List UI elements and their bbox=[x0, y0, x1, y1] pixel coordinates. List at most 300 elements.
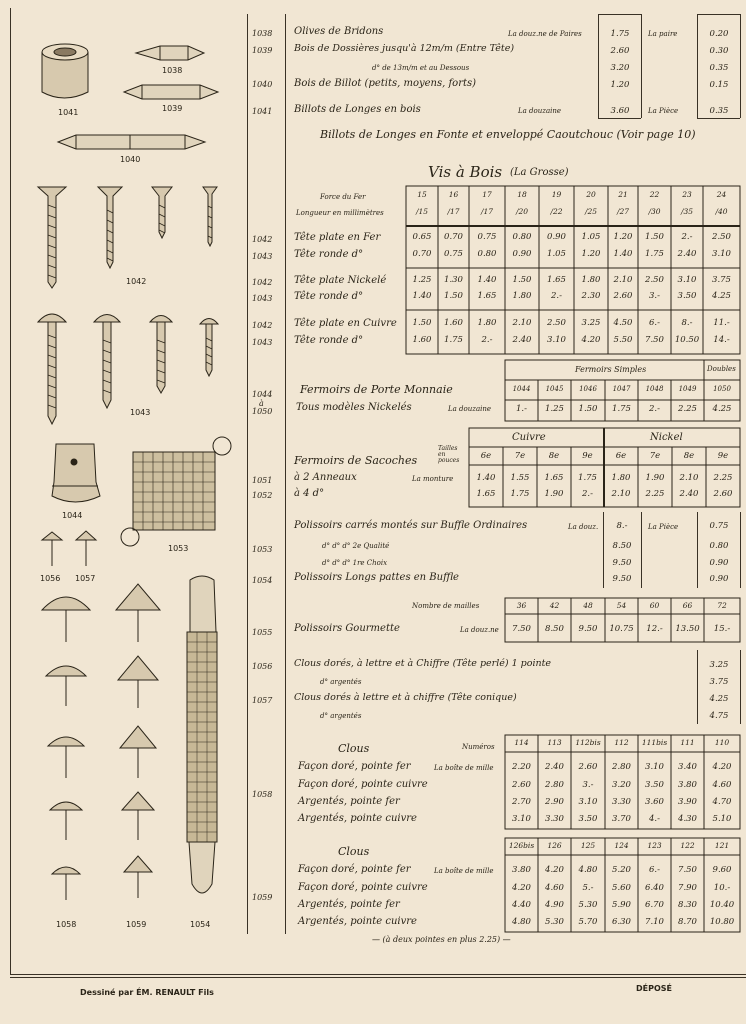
vis-length-cell: /20 bbox=[515, 207, 529, 216]
vis-price-cell: 2.- bbox=[551, 291, 562, 301]
fermoirs-model-cell: 1047 bbox=[612, 385, 631, 393]
vis-price-cell: 10.50 bbox=[674, 335, 700, 345]
sacoches-price-cell: 1.75 bbox=[578, 473, 597, 483]
clous2-price-cell: 5.20 bbox=[612, 865, 631, 875]
vis-price-cell: 4.25 bbox=[712, 291, 731, 301]
sacoches-cuivre: Cuivre bbox=[512, 432, 546, 443]
clous1-price-cell: 3.10 bbox=[578, 797, 598, 807]
sacoches-price-cell: 1.40 bbox=[476, 473, 496, 483]
clous1-row3-label: Argentés, pointe fer bbox=[298, 796, 400, 807]
fermoirs-price-cell: 1.25 bbox=[545, 404, 564, 414]
clous2-price-cell: 4.40 bbox=[512, 900, 531, 910]
clous2-price-cell: 6.- bbox=[649, 865, 660, 875]
vis-length-cell: /22 bbox=[550, 207, 563, 216]
clous2-row1-label: Façon doré, pointe fer bbox=[298, 864, 411, 875]
clous1-price-cell: 3.20 bbox=[612, 780, 631, 790]
ref-1055: 1055 bbox=[252, 628, 273, 637]
fermoirs-label: Fermoirs de Porte Monnaie bbox=[300, 383, 453, 396]
caption-1043: 1043 bbox=[130, 408, 151, 417]
clous2-price-cell: 4.90 bbox=[545, 900, 564, 910]
clous2-price-cell: 4.20 bbox=[545, 865, 564, 875]
caption-1058: 1058 bbox=[56, 920, 77, 929]
s1-row2-a: 2.60 bbox=[610, 46, 630, 56]
gourmette-mailles-cell: 72 bbox=[717, 601, 727, 610]
sacoches-size-cell: 8e bbox=[548, 451, 560, 461]
gourmette-unit: La douz.ne bbox=[460, 626, 499, 634]
ref-1053: 1053 bbox=[252, 545, 273, 554]
clous2-number-cell: 125 bbox=[580, 841, 596, 850]
vis-price-cell: 2.- bbox=[481, 335, 493, 345]
fermoirs-model-cell: 1046 bbox=[579, 385, 597, 393]
gourmette-price-cell: 7.50 bbox=[512, 624, 531, 634]
sacoches-label: Fermoirs de Sacoches bbox=[294, 454, 418, 467]
vis-price-cell: 0.80 bbox=[512, 232, 532, 242]
clous1-price-cell: 3.30 bbox=[545, 814, 564, 824]
fermoirs-model-cell: 1045 bbox=[545, 385, 564, 393]
vis-force-cell: 18 bbox=[517, 190, 527, 199]
vis-price-cell: 1.40 bbox=[412, 291, 432, 301]
vis-price-cell: 6.- bbox=[649, 318, 660, 328]
gourmette-mailles-cell: 42 bbox=[549, 601, 560, 610]
footer-designer: Dessiné par ÉM. RENAULT Fils bbox=[80, 988, 214, 997]
clous1-price-cell: 2.70 bbox=[512, 797, 531, 807]
gourmette-price-cell: 15.- bbox=[713, 624, 731, 634]
vis-price-cell: 1.75 bbox=[645, 249, 664, 259]
vis-price-cell: 2.30 bbox=[581, 291, 601, 301]
clous1-price-cell: 3.30 bbox=[612, 797, 631, 807]
vis-force-cell: 19 bbox=[551, 190, 562, 199]
gourmette-label: Polissoirs Gourmette bbox=[294, 623, 400, 634]
clous1-price-cell: 3.70 bbox=[612, 814, 631, 824]
sacoches-price-cell: 1.90 bbox=[645, 473, 665, 483]
vis-price-cell: 2.10 bbox=[512, 318, 532, 328]
sacoches-price-cell: 2.- bbox=[582, 489, 593, 499]
clous1-price-cell: 4.20 bbox=[712, 762, 732, 772]
clous1-price-cell: 3.- bbox=[582, 780, 594, 790]
clous1-price-cell: 2.20 bbox=[512, 762, 531, 772]
vis-price-cell: 5.50 bbox=[613, 335, 633, 345]
s1-unit-left: La douz.ne de Paires bbox=[508, 30, 582, 38]
vis-price-cell: 0.65 bbox=[412, 232, 432, 242]
ref-1043-a: 1043 bbox=[252, 252, 273, 261]
clous2-number-cell: 126 bbox=[547, 841, 562, 850]
vis-force-cell: 22 bbox=[649, 190, 660, 199]
vis-length-cell: /17 bbox=[480, 207, 494, 216]
caption-1041: 1041 bbox=[58, 108, 79, 117]
vis-price-cell: 2.40 bbox=[512, 335, 532, 345]
clous2-price-cell: 7.90 bbox=[678, 883, 697, 893]
vis-price-cell: 3.10 bbox=[712, 249, 731, 259]
clous2-row2-label: Façon doré, pointe cuivre bbox=[298, 882, 428, 893]
clous2-row4-label: Argentés, pointe cuivre bbox=[298, 916, 417, 927]
s1-row3-label: d° de 13m/m et au Dessous bbox=[372, 64, 470, 72]
clous1-price-cell: 4.60 bbox=[712, 780, 732, 790]
s1-row5-label: Billots de Longes en bois bbox=[294, 104, 421, 115]
vis-row6-label: Tête ronde d° bbox=[294, 335, 364, 346]
fermoirs-price-cell: 2.25 bbox=[678, 404, 697, 414]
clous1-price-cell: 2.90 bbox=[545, 797, 564, 807]
vis-price-cell: 3.10 bbox=[547, 335, 566, 345]
vis-price-cell: 2.- bbox=[681, 232, 693, 242]
gourmette-mailles-cell: 60 bbox=[649, 601, 660, 610]
fermoirs-group2: Doubles bbox=[707, 365, 736, 373]
pol-row2-label: d° d° d° 2e Qualité bbox=[322, 542, 390, 550]
vis-price-cell: 0.90 bbox=[547, 232, 566, 242]
vis-title: Vis à Bois bbox=[428, 163, 503, 181]
gourmette-mailles-cell: 48 bbox=[583, 601, 593, 610]
clous2-price-cell: 5.30 bbox=[578, 900, 598, 910]
ref-a: à bbox=[259, 399, 264, 408]
vis-price-cell: 1.30 bbox=[444, 275, 463, 285]
clous2-price-cell: 10.40 bbox=[709, 900, 735, 910]
caption-1057: 1057 bbox=[75, 574, 96, 583]
vis-price-cell: 1.65 bbox=[547, 275, 566, 285]
fermoirs-model-cell: 1050 bbox=[713, 385, 731, 393]
ref-1054: 1054 bbox=[252, 576, 273, 585]
clous2-price-cell: 10.80 bbox=[709, 917, 735, 927]
sacoches-price-cell: 2.40 bbox=[679, 489, 699, 499]
caption-1039: 1039 bbox=[162, 104, 183, 113]
ref-1058: 1058 bbox=[252, 790, 273, 799]
gourmette-mailles-cell: 36 bbox=[516, 601, 527, 610]
vis-price-cell: 0.90 bbox=[512, 249, 532, 259]
s1-row2-label: Bois de Dossières jusqu'à 12m/m (Entre Tête) bbox=[294, 43, 515, 54]
vis-price-cell: 2.50 bbox=[712, 232, 731, 242]
vis-price-cell: 1.50 bbox=[645, 232, 664, 242]
pol-row4-label: Polissoirs Longs pattes en Buffle bbox=[294, 572, 459, 583]
vis-price-cell: 0.70 bbox=[412, 249, 432, 259]
ref-1038: 1038 bbox=[252, 29, 273, 38]
vis-price-cell: 1.60 bbox=[412, 335, 432, 345]
sacoches-price-cell: 2.10 bbox=[611, 489, 631, 499]
clous1-title: Clous bbox=[338, 742, 370, 755]
ref-1043-b: 1043 bbox=[252, 294, 273, 303]
clous2-price-cell: 9.60 bbox=[712, 865, 732, 875]
vis-price-cell: 1.80 bbox=[512, 291, 532, 301]
vis-row4-label: Tête ronde d° bbox=[294, 291, 364, 302]
gourmette-price-cell: 13.50 bbox=[675, 624, 700, 634]
ref-1057: 1057 bbox=[252, 696, 273, 705]
vis-row2-label: Tête ronde d° bbox=[294, 249, 364, 260]
fermoirs-price-cell: 4.25 bbox=[712, 404, 732, 414]
s1-box-right-2 bbox=[740, 14, 741, 118]
vis-price-cell: 1.05 bbox=[581, 232, 601, 242]
clous1-number-cell: 113 bbox=[547, 738, 562, 747]
s1-row1-a: 1.75 bbox=[610, 29, 630, 39]
sacoches-row1-label: à 2 Anneaux bbox=[294, 472, 357, 483]
vis-force-label: Force du Fer bbox=[320, 193, 366, 201]
fermoirs-price-cell: 1.75 bbox=[612, 404, 631, 414]
clous1-price-cell: 2.80 bbox=[612, 762, 631, 772]
clous2-price-cell: 8.70 bbox=[678, 917, 697, 927]
caption-1038: 1038 bbox=[162, 66, 183, 75]
caption-1054: 1054 bbox=[190, 920, 211, 929]
clous1-price-cell: 3.60 bbox=[645, 797, 664, 807]
vis-price-cell: 0.80 bbox=[477, 249, 497, 259]
pol-row2-a: 8.50 bbox=[612, 541, 632, 551]
clous1-price-cell: 3.10 bbox=[645, 762, 664, 772]
clous2-number-cell: 126bis bbox=[508, 841, 535, 850]
caption-1056: 1056 bbox=[40, 574, 61, 583]
fermoirs-unit: La douzaine bbox=[448, 405, 492, 413]
caption-1044: 1044 bbox=[62, 511, 83, 520]
clous2-price-cell: 8.30 bbox=[678, 900, 697, 910]
vis-price-cell: 1.05 bbox=[547, 249, 566, 259]
clous1-unit: La boîte de mille bbox=[434, 764, 494, 772]
clous1-row1-label: Façon doré, pointe fer bbox=[298, 761, 411, 772]
pol-row4-a: 9.50 bbox=[612, 574, 632, 584]
vis-length-cell: /17 bbox=[447, 207, 460, 216]
vis-price-cell: 1.80 bbox=[581, 275, 601, 285]
footer-depose: DÉPOSÉ bbox=[636, 984, 672, 993]
bottom-border bbox=[10, 974, 746, 975]
pol-row3-label: d° d° d° 1re Choix bbox=[322, 559, 388, 567]
sacoches-size-cell: 9e bbox=[582, 451, 593, 461]
ref-1056: 1056 bbox=[252, 662, 273, 671]
s1-row3-a: 3.20 bbox=[610, 63, 630, 73]
fermoirs-model-cell: 1049 bbox=[678, 385, 697, 393]
sacoches-size-cell: 9e bbox=[717, 451, 729, 461]
vis-price-cell: 2.50 bbox=[547, 318, 566, 328]
vis-price-cell: 2.10 bbox=[613, 275, 633, 285]
ref-1042-b: 1042 bbox=[252, 278, 273, 287]
vis-price-cell: 1.75 bbox=[444, 335, 463, 345]
gourmette-mailles-cell: 66 bbox=[682, 601, 693, 610]
vis-price-cell: 3.50 bbox=[677, 291, 697, 301]
vis-force-cell: 21 bbox=[618, 190, 628, 199]
vis-price-cell: 1.40 bbox=[477, 275, 497, 285]
clous1-price-cell: 3.10 bbox=[512, 814, 531, 824]
clous1-price-cell: 3.80 bbox=[678, 780, 697, 790]
vis-price-cell: 2.40 bbox=[677, 249, 697, 259]
fermoirs-price-cell: 2.- bbox=[649, 404, 660, 414]
sacoches-price-cell: 1.80 bbox=[611, 473, 631, 483]
caption-1059: 1059 bbox=[126, 920, 147, 929]
cd-row3-val: 4.25 bbox=[709, 694, 729, 704]
caption-1042: 1042 bbox=[126, 277, 147, 286]
clous2-number-cell: 122 bbox=[680, 841, 695, 850]
vis-subtitle: (La Grosse) bbox=[510, 167, 569, 178]
vis-price-cell: 3.10 bbox=[677, 275, 697, 285]
sacoches-unit: La monture bbox=[412, 475, 454, 483]
s1-row4-label: Bois de Billot (petits, moyens, forts) bbox=[294, 78, 477, 89]
sacoches-size-cell: 6e bbox=[480, 451, 492, 461]
clous1-price-cell: 3.50 bbox=[645, 780, 664, 790]
vis-length-label: Longueur en millimètres bbox=[296, 209, 384, 217]
fermoirs-model-cell: 1044 bbox=[512, 385, 531, 393]
pol-row1-a: 8.- bbox=[616, 521, 628, 531]
gourmette-price-cell: 12.- bbox=[646, 624, 663, 634]
vis-force-cell: 23 bbox=[682, 190, 692, 199]
clous1-price-cell: 5.10 bbox=[712, 814, 732, 824]
vis-price-cell: 1.25 bbox=[412, 275, 432, 285]
sacoches-price-cell: 1.75 bbox=[510, 489, 530, 499]
clous1-price-cell: 2.80 bbox=[545, 780, 564, 790]
vis-price-cell: 0.75 bbox=[444, 249, 463, 259]
clous2-number-cell: 123 bbox=[647, 841, 662, 850]
vis-price-cell: 3.25 bbox=[581, 318, 601, 328]
vis-price-cell: 1.50 bbox=[412, 318, 432, 328]
vis-force-cell: 17 bbox=[482, 190, 492, 199]
vis-row1-label: Tête plate en Fer bbox=[294, 232, 381, 243]
clous1-number-cell: 110 bbox=[714, 738, 730, 747]
pol-row4-b: 0.90 bbox=[709, 574, 729, 584]
gourmette-price-cell: 10.75 bbox=[609, 624, 634, 634]
sacoches-price-cell: 1.55 bbox=[510, 473, 530, 483]
ref-1040: 1040 bbox=[252, 80, 273, 89]
vis-price-cell: 0.75 bbox=[477, 232, 497, 242]
ref-1050: 1050 bbox=[252, 407, 273, 416]
sacoches-price-cell: 1.65 bbox=[544, 473, 564, 483]
clous2-price-cell: 5.60 bbox=[612, 883, 631, 893]
vis-price-cell: 14.- bbox=[713, 335, 730, 345]
cd-row2-val: 3.75 bbox=[709, 677, 729, 687]
clous2-price-cell: 6.30 bbox=[612, 917, 631, 927]
clous2-price-cell: 5.- bbox=[582, 883, 594, 893]
gourmette-price-cell: 9.50 bbox=[578, 624, 598, 634]
ref-1042-c: 1042 bbox=[252, 321, 273, 330]
gourmette-mailles: Nombre de mailles bbox=[412, 602, 480, 610]
ref-1042-a: 1042 bbox=[252, 235, 273, 244]
cd-row3-label: Clous dorés à lettre et à chiffre (Tête conique) bbox=[294, 692, 517, 703]
vis-price-cell: 3.- bbox=[649, 291, 660, 301]
clous1-row4-label: Argentés, pointe cuivre bbox=[298, 813, 417, 824]
pol-row3-b: 0.90 bbox=[709, 558, 729, 568]
vis-length-cell: /25 bbox=[584, 207, 598, 216]
ref-1043-c: 1043 bbox=[252, 338, 273, 347]
cd-row1-val: 3.25 bbox=[709, 660, 729, 670]
fermoirs-price-cell: 1.50 bbox=[578, 404, 598, 414]
vis-price-cell: 7.50 bbox=[645, 335, 664, 345]
s1-row5-a: 3.60 bbox=[610, 106, 630, 116]
clous2-price-cell: 7.10 bbox=[645, 917, 664, 927]
vis-price-cell: 1.20 bbox=[613, 232, 633, 242]
vis-length-cell: /27 bbox=[616, 207, 630, 216]
pol-row1-b: 0.75 bbox=[709, 521, 729, 531]
vis-force-cell: 16 bbox=[448, 190, 459, 199]
sacoches-size-cell: 6e bbox=[615, 451, 627, 461]
vis-length-cell: /40 bbox=[715, 207, 728, 216]
s1-row5-unit2: La Pièce bbox=[648, 107, 679, 115]
vis-price-cell: 1.65 bbox=[477, 291, 497, 301]
clous1-number-cell: 114 bbox=[514, 738, 529, 747]
sacoches-price-cell: 2.10 bbox=[679, 473, 699, 483]
sacoches-size-cell: 8e bbox=[683, 451, 695, 461]
clous1-numeros: Numéros bbox=[462, 743, 495, 751]
fermoirs-price-cell: 1.- bbox=[516, 404, 527, 414]
clous2-price-cell: 5.90 bbox=[612, 900, 631, 910]
vis-row5-label: Tête plate en Cuivre bbox=[294, 318, 397, 329]
ref-1052: 1052 bbox=[252, 491, 273, 500]
clous1-price-cell: 2.40 bbox=[545, 762, 564, 772]
fermoirs-group1: Fermoirs Simples bbox=[575, 365, 647, 374]
vis-price-cell: 11.- bbox=[713, 318, 730, 328]
vis-price-cell: 1.80 bbox=[477, 318, 497, 328]
fermoirs-sub: Tous modèles Nickelés bbox=[296, 402, 412, 413]
fermoirs-model-cell: 1048 bbox=[645, 385, 664, 393]
clous2-price-cell: 5.30 bbox=[545, 917, 564, 927]
vis-length-cell: /15 bbox=[415, 207, 429, 216]
vis-price-cell: 2.50 bbox=[645, 275, 664, 285]
vis-price-cell: 0.70 bbox=[444, 232, 463, 242]
clous2-price-cell: 3.80 bbox=[512, 865, 531, 875]
clous2-note: — (à deux pointes en plus 2.25) — bbox=[372, 935, 511, 944]
cd-row2-label: d° argentés bbox=[320, 678, 362, 686]
vis-price-cell: 4.50 bbox=[613, 318, 633, 328]
bottom-border-2 bbox=[10, 977, 746, 978]
clous1-price-cell: 2.60 bbox=[578, 762, 598, 772]
pol-row1-unit: La douz. bbox=[568, 523, 599, 531]
s1-row1-label: Olives de Bridons bbox=[294, 26, 384, 37]
sacoches-price-cell: 2.25 bbox=[645, 489, 665, 499]
ref-1039: 1039 bbox=[252, 46, 273, 55]
gourmette-price-cell: 8.50 bbox=[545, 624, 564, 634]
pol-box-right-2 bbox=[740, 512, 741, 588]
ref-1059: 1059 bbox=[252, 893, 273, 902]
vis-price-cell: 4.20 bbox=[581, 335, 601, 345]
clous2-price-cell: 6.40 bbox=[645, 883, 664, 893]
vis-force-cell: 24 bbox=[716, 190, 727, 199]
clous1-number-cell: 112bis bbox=[575, 738, 601, 747]
clous2-price-cell: 4.80 bbox=[578, 865, 598, 875]
clous2-unit: La boîte de mille bbox=[434, 867, 494, 875]
sacoches-price-cell: 2.60 bbox=[713, 489, 733, 499]
vis-price-cell: 1.50 bbox=[444, 291, 463, 301]
clous2-price-cell: 7.50 bbox=[678, 865, 697, 875]
ref-1041: 1041 bbox=[252, 107, 273, 116]
clous2-price-cell: 6.70 bbox=[645, 900, 664, 910]
clous1-price-cell: 3.40 bbox=[678, 762, 697, 772]
caption-1040: 1040 bbox=[120, 155, 141, 164]
vis-row3-label: Tête plate Nickelé bbox=[294, 275, 387, 286]
cd-row1-label: Clous dorés, à lettre et à Chiffre (Tête perlé) 1 pointe bbox=[294, 658, 552, 669]
clous2-price-cell: 5.70 bbox=[578, 917, 598, 927]
s1-row5-unit: La douzaine bbox=[518, 107, 562, 115]
s1-row3-b: 0.35 bbox=[709, 63, 729, 73]
clous1-price-cell: 4.70 bbox=[712, 797, 732, 807]
clous1-price-cell: 3.50 bbox=[578, 814, 598, 824]
sacoches-size-cell: 7e bbox=[514, 451, 526, 461]
vis-length-cell: /35 bbox=[680, 207, 694, 216]
caption-1053: 1053 bbox=[168, 544, 189, 553]
s1-unit-right: La paire bbox=[648, 30, 678, 38]
clous2-price-cell: 10.- bbox=[713, 883, 731, 893]
clous1-row2-label: Façon doré, pointe cuivre bbox=[298, 779, 428, 790]
clous2-title: Clous bbox=[338, 845, 370, 858]
sacoches-price-cell: 1.65 bbox=[476, 489, 496, 499]
clous1-number-cell: 112 bbox=[614, 738, 629, 747]
cd-row4-val: 4.75 bbox=[709, 711, 729, 721]
gourmette-mailles-cell: 54 bbox=[616, 601, 627, 610]
pol-row3-a: 9.50 bbox=[612, 558, 632, 568]
vis-price-cell: 1.50 bbox=[512, 275, 532, 285]
clous2-number-cell: 124 bbox=[614, 841, 629, 850]
sacoches-tailles: Tailles en pouces bbox=[438, 445, 460, 464]
vis-price-cell: 2.60 bbox=[613, 291, 633, 301]
clous1-price-cell: 4.30 bbox=[678, 814, 697, 824]
vis-price-cell: 8.- bbox=[681, 318, 693, 328]
ref-1051: 1051 bbox=[252, 476, 273, 485]
vis-force-cell: 15 bbox=[417, 190, 427, 199]
vis-price-cell: 3.75 bbox=[712, 275, 731, 285]
clous2-price-cell: 4.20 bbox=[512, 883, 531, 893]
pol-row1-label: Polissoirs carrés montés sur Buffle Ordinaires bbox=[294, 520, 528, 531]
s1-row4-b: 0.15 bbox=[709, 80, 729, 90]
clous1-price-cell: 2.60 bbox=[512, 780, 531, 790]
cd-box-right bbox=[740, 650, 741, 724]
sacoches-nickel: Nickel bbox=[650, 432, 683, 443]
vis-length-cell: /30 bbox=[648, 207, 661, 216]
